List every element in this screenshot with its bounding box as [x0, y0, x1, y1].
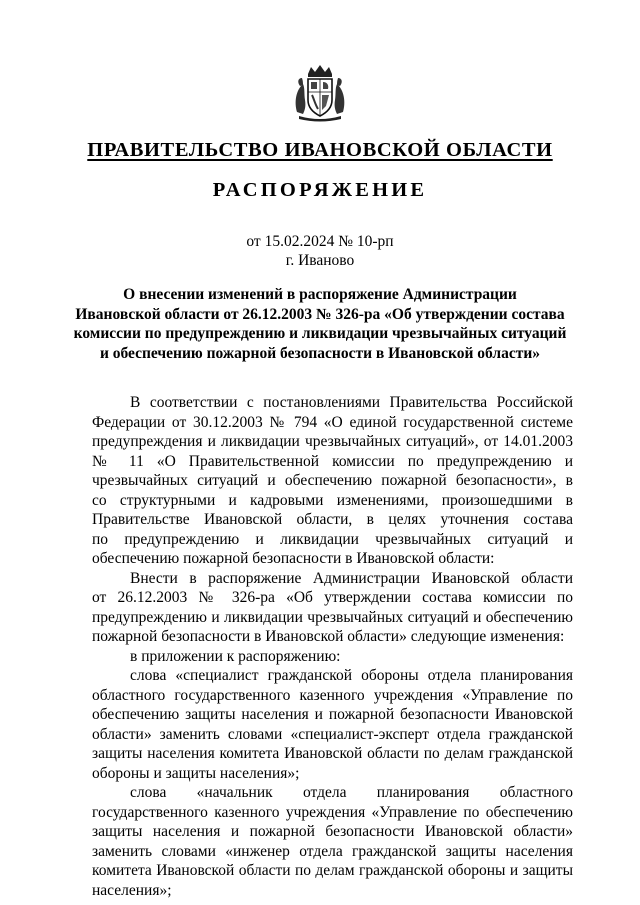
- body-line: № 11 «О Правительственной комиссии по предупреждению и: [92, 452, 573, 470]
- body-line: в приложении к распоряжению:: [130, 647, 341, 665]
- subject-line: и обеспечению пожарной безопасности в Ивановской области»: [99, 344, 541, 362]
- document-date-number: от 15.02.2024 № 10-рп: [246, 233, 394, 250]
- body-line: пожарной безопасности в Ивановской области» следующие изменения:: [92, 628, 565, 645]
- coat-of-arms-icon: [291, 64, 349, 122]
- body-line: заменить словами «инженер отдела гражданской защиты населения: [92, 842, 573, 860]
- document-city: г. Иваново: [285, 252, 355, 269]
- subject-line: комиссии по предупреждению и ликвидации чрезвычайных ситуаций: [73, 325, 567, 342]
- body-line: защиты населения и пожарной безопасности Ивановской области»: [92, 823, 573, 840]
- body-line: области» заменить словами «специалист-эксперт отдела гражданской: [92, 725, 573, 743]
- body-line: обеспечению пожарной безопасности в Ивановской области:: [92, 550, 495, 567]
- body-line: со структурными и кадровыми изменениями, произошедшими в: [92, 491, 573, 509]
- document-type: РАСПОРЯЖЕНИЕ: [212, 179, 428, 201]
- body-line: по предупреждению и ликвидации чрезвычайных ситуаций и: [92, 530, 573, 548]
- document-body: [92, 393, 573, 900]
- body-line: обороны и защиты населения»;: [92, 764, 300, 782]
- body-line: слова «начальник отдела планирования областного: [130, 784, 573, 801]
- body-line: государственного казенного учреждения «Управление по обеспечению: [92, 803, 573, 821]
- body-line: защиты населения комитета Ивановской области по делам гражданской: [92, 745, 573, 762]
- body-line: слова «специалист гражданской обороны отдела планирования: [130, 667, 573, 684]
- subject-line: О внесении изменений в распоряжение Администрации: [123, 286, 517, 303]
- body-line: Федерации от 30.12.2003 № 794 «О единой государственной системе: [92, 413, 573, 431]
- body-line: областного государственного казенного учреждения «Управление по: [92, 686, 573, 704]
- body-line: предупреждения и ликвидации чрезвычайных ситуаций», от 14.01.2003: [92, 433, 573, 450]
- body-line: обеспечению защиты населения и пожарной безопасности Ивановской: [92, 706, 573, 723]
- organization-title: ПРАВИТЕЛЬСТВО ИВАНОВСКОЙ ОБЛАСТИ: [87, 139, 553, 161]
- document-subject: [60, 285, 580, 363]
- body-line: В соответствии с постановлениями Правительства Российской: [130, 394, 573, 411]
- body-line: Правительстве Ивановской области, в целях уточнения состава: [92, 511, 573, 528]
- body-line: комитета Ивановской области по делам гражданской обороны и защиты: [92, 862, 573, 879]
- body-line: чрезвычайных ситуаций и обеспечению пожарной безопасности», в: [92, 472, 573, 489]
- body-line: предупреждению и ликвидации чрезвычайных ситуаций и обеспечению: [92, 608, 573, 626]
- body-line: Внести в распоряжение Администрации Ивановской области: [130, 569, 573, 587]
- subject-line: Ивановской области от 26.12.2003 № 326-ра «Об утверждении состава: [75, 305, 565, 323]
- body-line: населения»;: [92, 881, 172, 899]
- body-line: от 26.12.2003 № 326-ра «Об утверждении состава комиссии по: [92, 589, 573, 606]
